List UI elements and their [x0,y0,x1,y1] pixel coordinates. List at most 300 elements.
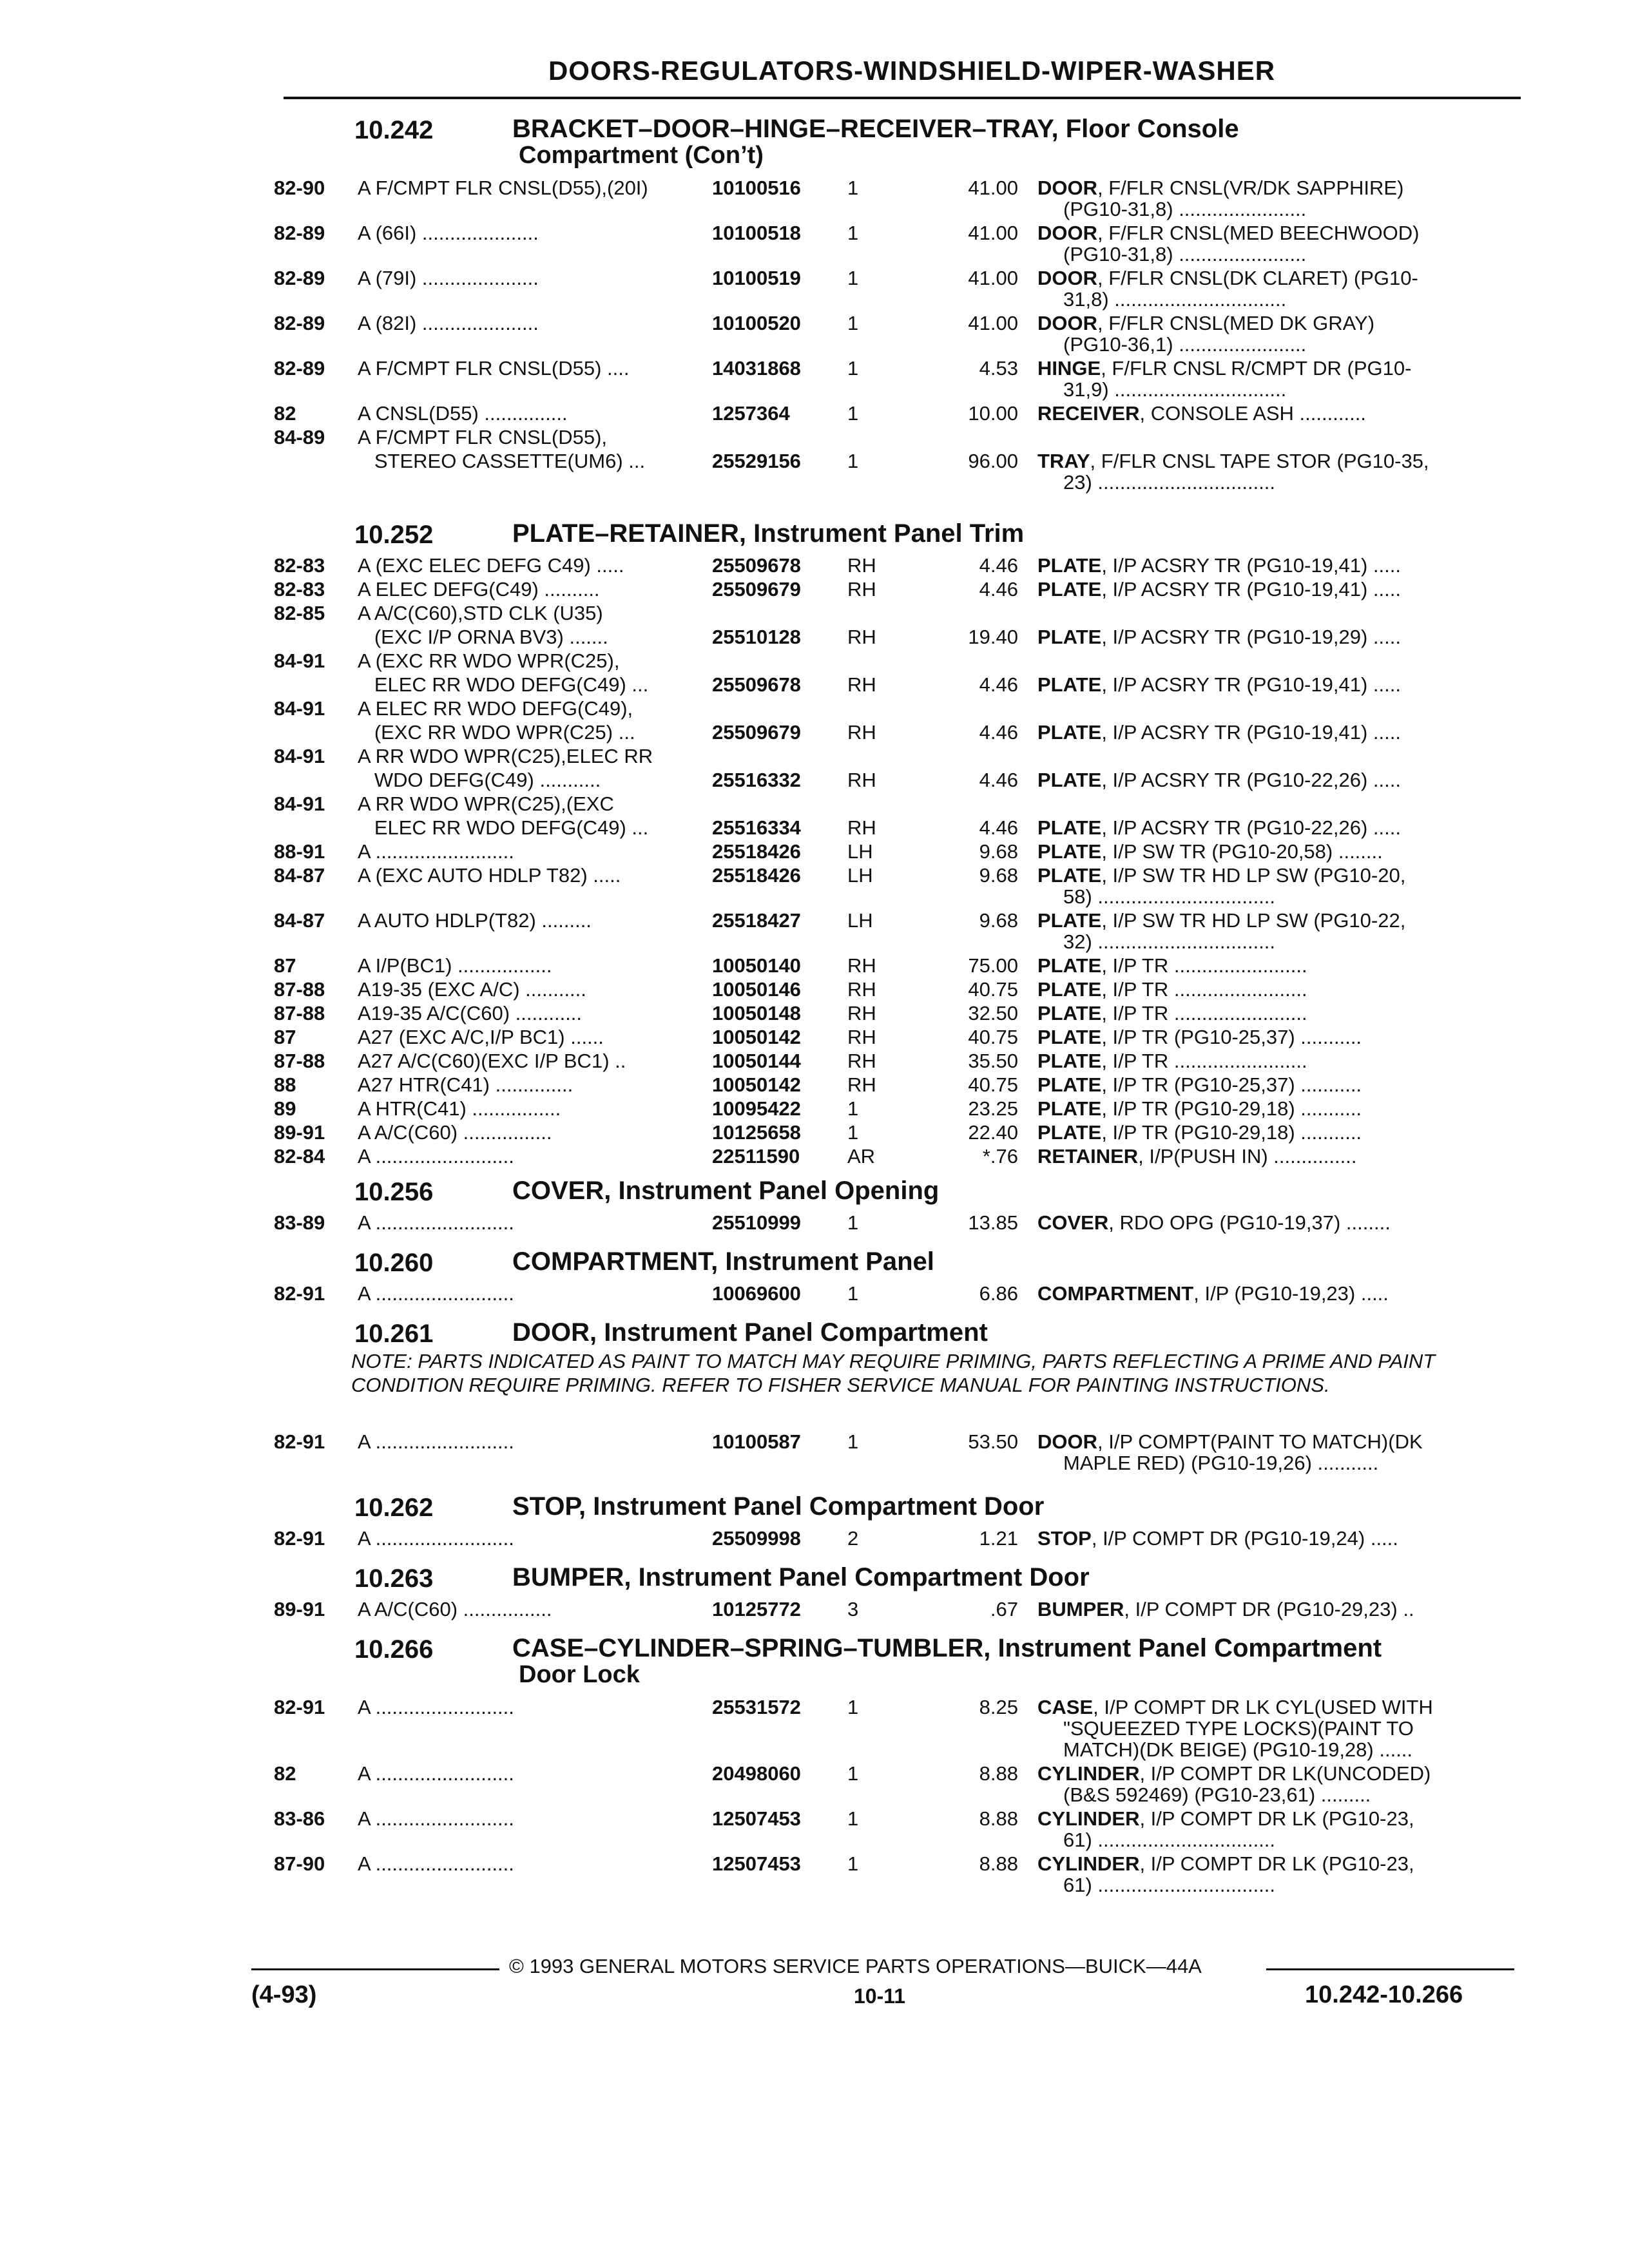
item-detail: , I/P ACSRY TR (PG10-19,41) ..... [1101,578,1401,601]
part-number: 1257364 [712,402,790,425]
usage-description: A ......................... [358,1527,514,1550]
model-years: 82-83 [274,578,325,601]
item-name: CYLINDER [1037,1807,1140,1830]
quantity: RH [847,554,876,577]
section-title: DOOR, Instrument Panel Compartment [512,1318,988,1347]
item-name: DOOR [1037,1430,1097,1453]
usage-description: A (82I) ..................... [358,312,539,334]
usage-description: A (EXC ELEC DEFG C49) ..... [358,554,624,577]
usage-description: A19-35 (EXC A/C) ........... [358,978,586,1001]
part-number: 10100520 [712,312,801,334]
usage-description: A HTR(C41) ................ [358,1097,561,1120]
price: 40.75 [968,978,1018,1001]
part-number: 25509678 [712,554,801,577]
item-name: PLATE [1037,864,1102,887]
usage-description: A ......................... [358,1762,514,1785]
price: *.76 [982,1145,1018,1168]
quantity: 1 [847,357,859,380]
model-years: 83-86 [274,1807,325,1830]
usage-description: A F/CMPT FLR CNSL(D55),(20I) [358,177,648,199]
parts-row [0,402,1629,425]
usage-description: (EXC I/P ORNA BV3) ....... [358,626,608,648]
item-continuation: 61) ................................ [1063,1874,1276,1896]
usage-description: A (EXC RR WDO WPR(C25), [358,649,620,672]
quantity: RH [847,721,876,744]
model-years: 82-89 [274,312,325,334]
quantity: 1 [847,1807,859,1830]
model-years: 84-89 [274,426,325,448]
part-number: 10050144 [712,1050,801,1072]
item-description [1037,1050,1307,1073]
footer-copyright: © 1993 GENERAL MOTORS SERVICE PARTS OPERATIONS—BUICK—44A [509,1955,1202,1977]
usage-description: STEREO CASSETTE(UM6) ... [358,450,646,472]
usage-description: A AUTO HDLP(T82) ......... [358,909,592,932]
price: 6.86 [979,1282,1018,1305]
price: 9.68 [979,909,1018,932]
item-name: PLATE [1037,909,1102,932]
item-detail: , I/P(PUSH IN) ............... [1138,1145,1357,1168]
price: 22.40 [968,1121,1018,1144]
item-detail: , I/P TR (PG10-29,18) ........... [1101,1097,1362,1120]
usage-description: A ......................... [358,1696,514,1718]
price: .67 [990,1598,1018,1620]
part-number: 10100516 [712,177,801,199]
price: 40.75 [968,1026,1018,1048]
part-number: 25518426 [712,840,801,863]
item-description [1037,578,1401,601]
item-name: PLATE [1037,578,1102,601]
part-number: 25518426 [712,864,801,887]
quantity: 1 [847,1211,859,1234]
model-years: 82-89 [274,222,325,244]
item-detail: , I/P TR ........................ [1101,1002,1307,1024]
item-name: COMPARTMENT [1037,1282,1194,1305]
usage-description: A ELEC RR WDO DEFG(C49), [358,697,633,720]
quantity: RH [847,1002,876,1024]
price: 8.25 [979,1696,1018,1718]
item-detail: , I/P TR ........................ [1101,954,1307,977]
model-years: 84-87 [274,909,325,932]
model-years: 87-88 [274,1002,325,1024]
quantity: 1 [847,177,859,199]
item-name: PLATE [1037,1073,1102,1096]
item-detail: , I/P TR (PG10-25,37) ........... [1101,1026,1362,1048]
item-detail: , I/P TR ........................ [1101,1050,1307,1072]
quantity: 1 [847,1121,859,1144]
part-number: 25529156 [712,450,801,472]
price: 4.46 [979,721,1018,744]
price: 4.46 [979,816,1018,839]
model-years: 82 [274,1762,296,1785]
item-detail: , F/FLR CNSL TAPE STOR (PG10-35, [1090,450,1429,472]
footer-page-number: 10-11 [854,1984,906,2008]
part-number: 10100518 [712,222,801,244]
item-detail: , I/P COMPT DR (PG10-19,24) ..... [1091,1527,1398,1550]
usage-description: A I/P(BC1) ................. [358,954,552,977]
parts-row [0,578,1629,601]
price: 9.68 [979,864,1018,887]
quantity: RH [847,978,876,1001]
quantity: LH [847,909,873,932]
price: 4.46 [979,578,1018,601]
part-number: 10050142 [712,1073,801,1096]
item-description [1037,1852,1414,1876]
price: 41.00 [968,267,1018,289]
parts-row [0,954,1629,977]
usage-description: (EXC RR WDO WPR(C25) ... [358,721,635,744]
usage-description: A CNSL(D55) ............... [358,402,568,425]
item-name: PLATE [1037,840,1102,863]
parts-row [0,1097,1629,1120]
item-detail: , I/P COMPT DR (PG10-29,23) .. [1124,1598,1414,1620]
usage-description: A RR WDO WPR(C25),ELEC RR [358,745,653,767]
item-name: PLATE [1037,816,1102,839]
usage-description: ELEC RR WDO DEFG(C49) ... [358,673,649,696]
usage-description: A (66I) ..................... [358,222,539,244]
item-name: CYLINDER [1037,1762,1140,1785]
model-years: 82-85 [274,602,325,624]
item-description [1037,864,1405,887]
item-name: HINGE [1037,357,1101,380]
item-detail: , I/P COMPT DR LK (PG10-23, [1139,1807,1414,1830]
item-description [1037,1527,1398,1550]
parts-row [0,357,1629,401]
model-years: 87 [274,1026,296,1048]
section-title: COMPARTMENT, Instrument Panel [512,1247,934,1276]
item-name: PLATE [1037,1050,1102,1072]
parts-row [0,1121,1629,1144]
item-detail: , I/P TR (PG10-25,37) ........... [1101,1073,1362,1096]
parts-row [0,1527,1629,1550]
item-description [1037,1002,1307,1025]
item-description [1037,1073,1362,1097]
item-name: RECEIVER [1037,402,1140,425]
part-number: 25509998 [712,1527,801,1550]
item-name: PLATE [1037,673,1102,696]
price: 9.68 [979,840,1018,863]
item-description [1037,909,1405,932]
usage-description: WDO DEFG(C49) ........... [358,769,601,791]
parts-row [0,864,1629,908]
item-detail: , I/P TR ........................ [1101,978,1307,1001]
item-detail: , I/P COMPT DR LK CYL(USED WITH [1093,1696,1433,1718]
quantity: 1 [847,402,859,425]
parts-row [0,554,1629,577]
parts-row [0,673,1629,696]
model-years: 82 [274,402,296,425]
item-name: DOOR [1037,267,1097,289]
item-name: PLATE [1037,1097,1102,1120]
item-detail: , I/P COMPT DR LK (PG10-23, [1139,1852,1414,1875]
item-name: DOOR [1037,222,1097,244]
footer-range: 10.242-10.266 [1305,1981,1463,2008]
part-number: 10100519 [712,267,801,289]
usage-description: A ......................... [358,840,514,863]
item-name: PLATE [1037,769,1102,791]
item-detail: , I/P ACSRY TR (PG10-19,41) ..... [1101,554,1401,577]
section-title: PLATE–RETAINER, Instrument Panel Trim [512,519,1025,548]
usage-description: A27 A/C(C60)(EXC I/P BC1) .. [358,1050,626,1072]
part-number: 10050148 [712,1002,801,1024]
item-continuation: (PG10-31,8) ....................... [1063,243,1307,265]
item-name: CYLINDER [1037,1852,1140,1875]
footer-rule-left [251,1968,499,1970]
model-years: 84-91 [274,745,325,767]
item-detail: , I/P ACSRY TR (PG10-19,41) ..... [1101,721,1401,744]
section-number: 10.266 [354,1635,434,1664]
item-description [1037,312,1374,335]
quantity: 1 [847,450,859,472]
model-years: 84-91 [274,649,325,672]
model-years: 82-91 [274,1282,325,1305]
section-note: NOTE: PARTS INDICATED AS PAINT TO MATCH MAY REQUIRE PRIMING, PARTS REFLECTING A PRIME AND PAINT CONDITION REQUIRE PRIMING. REFER TO FISHER SERVICE MANUAL FOR PAINTING INSTRUCTIONS. [351,1350,1436,1396]
usage-description: A ......................... [358,1852,514,1875]
item-name: DOOR [1037,312,1097,334]
item-description [1037,402,1366,425]
item-description [1037,1282,1389,1305]
section-number: 10.261 [354,1320,434,1348]
item-name: PLATE [1037,554,1102,577]
usage-description: A ......................... [358,1282,514,1305]
price: 40.75 [968,1073,1018,1096]
price: 1.21 [979,1527,1018,1550]
footer-date: (4-93) [251,1981,317,2008]
model-years: 87-88 [274,1050,325,1072]
price: 53.50 [968,1430,1018,1453]
item-name: COVER [1037,1211,1109,1234]
section-number: 10.256 [354,1178,434,1206]
section-title-continued: Door Lock [519,1661,640,1688]
item-description [1037,450,1429,473]
price: 4.46 [979,673,1018,696]
item-description [1037,978,1307,1001]
parts-row [0,1762,1629,1806]
quantity: LH [847,864,873,887]
item-description [1037,222,1419,245]
part-number: 25531572 [712,1696,801,1718]
quantity: 1 [847,1852,859,1875]
quantity: LH [847,840,873,863]
item-detail: , I/P SW TR HD LP SW (PG10-20, [1101,864,1406,887]
quantity: 1 [847,222,859,244]
model-years: 82-91 [274,1430,325,1453]
item-continuation: MATCH)(DK BEIGE) (PG10-19,28) ...... [1063,1738,1413,1761]
model-years: 89-91 [274,1121,325,1144]
section-title: CASE–CYLINDER–SPRING–TUMBLER, Instrument Panel Compartment [512,1634,1382,1662]
model-years: 84-87 [274,864,325,887]
item-description [1037,840,1383,863]
price: 32.50 [968,1002,1018,1024]
parts-row [0,909,1629,953]
quantity: RH [847,954,876,977]
quantity: 1 [847,267,859,289]
price: 4.46 [979,769,1018,791]
usage-description: A ......................... [358,1211,514,1234]
item-description [1037,177,1403,200]
item-description [1037,267,1418,290]
parts-row [0,1002,1629,1024]
part-number: 10050146 [712,978,801,1001]
item-description [1037,816,1401,840]
quantity: RH [847,673,876,696]
item-detail: , F/FLR CNSL(MED BEECHWOOD) [1097,222,1420,244]
item-detail: , I/P ACSRY TR (PG10-19,41) ..... [1101,673,1401,696]
price: 75.00 [968,954,1018,977]
usage-description: A (EXC AUTO HDLP T82) ..... [358,864,621,887]
model-years: 88 [274,1073,296,1096]
item-detail: , I/P ACSRY TR (PG10-19,29) ..... [1101,626,1401,648]
parts-row [0,426,1629,448]
item-detail: , F/FLR CNSL(VR/DK SAPPHIRE) [1097,177,1404,199]
usage-description: A RR WDO WPR(C25),(EXC [358,793,614,815]
quantity: 2 [847,1527,859,1550]
usage-description: A (79I) ..................... [358,267,539,289]
item-continuation: 23) ................................ [1063,471,1276,494]
item-description [1037,1097,1362,1120]
price: 8.88 [979,1852,1018,1875]
model-years: 82-91 [274,1527,325,1550]
quantity: RH [847,816,876,839]
section-heading [0,1634,1629,1688]
quantity: 1 [847,1097,859,1120]
item-description [1037,769,1401,792]
usage-description: A ......................... [358,1807,514,1830]
item-description [1037,1807,1414,1831]
item-name: PLATE [1037,721,1102,744]
model-years: 82-89 [274,357,325,380]
usage-description: A ......................... [358,1430,514,1453]
item-description [1037,954,1307,977]
item-detail: , F/FLR CNSL(DK CLARET) (PG10- [1097,267,1418,289]
part-number: 10095422 [712,1097,801,1120]
model-years: 82-90 [274,177,325,199]
item-name: CASE [1037,1696,1094,1718]
item-detail: , I/P TR (PG10-29,18) ........... [1101,1121,1362,1144]
price: 19.40 [968,626,1018,648]
model-years: 82-84 [274,1145,325,1168]
part-number: 25518427 [712,909,801,932]
usage-description: A19-35 A/C(C60) ............ [358,1002,583,1024]
item-continuation: 32) ................................ [1063,930,1276,953]
item-continuation: MAPLE RED) (PG10-19,26) ........... [1063,1452,1379,1474]
parts-row [0,697,1629,720]
quantity: 1 [847,312,859,334]
usage-description: A A/C(C60) ................ [358,1121,552,1144]
item-description [1037,721,1401,744]
item-name: DOOR [1037,177,1097,199]
quantity: 3 [847,1598,859,1620]
parts-row [0,1852,1629,1896]
quantity: RH [847,578,876,601]
part-number: 25509679 [712,721,801,744]
part-number: 10050142 [712,1026,801,1048]
model-years: 82-89 [274,267,325,289]
section-title-continued: Compartment (Con’t) [519,142,764,169]
section-title: COVER, Instrument Panel Opening [512,1177,940,1205]
parts-row [0,1073,1629,1096]
model-years: 87 [274,954,296,977]
usage-description: A ELEC DEFG(C49) .......... [358,578,600,601]
part-number: 12507453 [712,1807,801,1830]
part-number: 25509679 [712,578,801,601]
model-years: 89 [274,1097,296,1120]
usage-description: A F/CMPT FLR CNSL(D55) .... [358,357,630,380]
usage-description: A ......................... [358,1145,514,1168]
parts-row [0,978,1629,1001]
section-title: BRACKET–DOOR–HINGE–RECEIVER–TRAY, Floor Console [512,115,1239,143]
part-number: 25516332 [712,769,801,791]
item-description [1037,357,1411,380]
price: 4.46 [979,554,1018,577]
item-name: STOP [1037,1527,1092,1550]
parts-row [0,1211,1629,1234]
item-description [1037,1762,1431,1785]
item-continuation: (PG10-31,8) ....................... [1063,198,1307,220]
part-number: 22511590 [712,1145,800,1168]
item-name: PLATE [1037,978,1102,1001]
parts-row [0,1598,1629,1620]
part-number: 14031868 [712,357,801,380]
part-number: 10050140 [712,954,801,977]
item-continuation: 31,8) ............................... [1063,288,1287,311]
parts-row [0,1807,1629,1851]
quantity: RH [847,1073,876,1096]
usage-description: A27 (EXC A/C,I/P BC1) ...... [358,1026,604,1048]
price: 96.00 [968,450,1018,472]
item-description [1037,1145,1356,1168]
section-title: BUMPER, Instrument Panel Compartment Door [512,1563,1090,1591]
price: 41.00 [968,312,1018,334]
footer-rule-right [1266,1968,1514,1970]
usage-description: A A/C(C60) ................ [358,1598,552,1620]
part-number: 25509678 [712,673,801,696]
section-number: 10.252 [354,521,434,549]
item-name: PLATE [1037,954,1102,977]
item-detail: , I/P COMPT(PAINT TO MATCH)(DK [1097,1430,1423,1453]
item-detail: , I/P SW TR HD LP SW (PG10-22, [1101,909,1406,932]
parts-row [0,816,1629,839]
item-continuation: 58) ................................ [1063,885,1276,908]
part-number: 10069600 [712,1282,801,1305]
item-name: PLATE [1037,1121,1102,1144]
header-rule [284,97,1521,99]
item-continuation: "SQUEEZED TYPE LOCKS)(PAINT TO [1063,1717,1414,1740]
usage-description: ELEC RR WDO DEFG(C49) ... [358,816,649,839]
item-description [1037,554,1401,577]
quantity: 1 [847,1696,859,1718]
part-number: 10125658 [712,1121,801,1144]
model-years: 84-91 [274,697,325,720]
item-continuation: (B&S 592469) (PG10-23,61) ......... [1063,1783,1371,1806]
item-detail: , CONSOLE ASH ............ [1139,402,1366,425]
parts-row [0,1282,1629,1305]
usage-description: A F/CMPT FLR CNSL(D55), [358,426,608,448]
part-number: 25510999 [712,1211,801,1234]
item-name: PLATE [1037,626,1102,648]
parts-row [0,721,1629,744]
section-number: 10.262 [354,1494,434,1522]
price: 23.25 [968,1097,1018,1120]
usage-description: A27 HTR(C41) .............. [358,1073,574,1096]
usage-description: A A/C(C60),STD CLK (U35) [358,602,603,624]
price: 8.88 [979,1762,1018,1785]
model-years: 82-83 [274,554,325,577]
item-description [1037,626,1401,649]
section-heading [0,1563,1629,1593]
price: 10.00 [968,402,1018,425]
item-detail: , I/P SW TR (PG10-20,58) ........ [1101,840,1383,863]
parts-row [0,649,1629,672]
